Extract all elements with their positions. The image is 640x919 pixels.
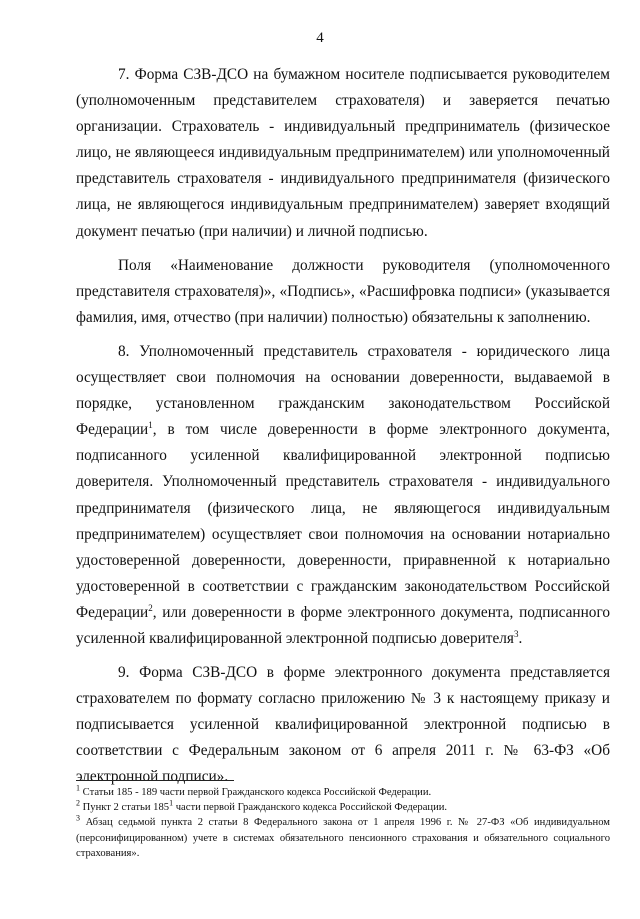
page-number: 4 (316, 30, 324, 46)
text-run: 9. Форма СЗВ-ДСО в форме электронного документа представляется страхователем по формату согласно приложению № 3 к настоящему приказу и подписывается усиленной квалифицированной электронной подписью в соответствии с Федеральным законом от 6 апреля 2011 г. № 63-ФЗ «Об электронной подписи». (76, 664, 610, 786)
footnote-2 (76, 800, 610, 815)
footnote-3 (76, 815, 610, 861)
footnotes (76, 785, 610, 861)
footnote-ref: 2 (76, 798, 80, 808)
text-run: Статьи 185 - 189 части первой Гражданского кодекса Российской Федерации. (80, 787, 432, 798)
text-run: , или доверенности в форме электронного документа, подписанного усиленной квалифицированной электронной подписью доверителя (76, 603, 610, 647)
text-run: части первой Гражданского кодекса Российской Федерации. (173, 802, 448, 814)
text-run: , в том числе доверенности в форме электронного документа, подписанного усиленной квалифицированной электронной подписью доверителя. Уполномоченный представитель страхователя - индивидуального предпринимателя (физического лица, не являющегося индивидуальным предпринимателем) осуществляет свои полномочия на основании нотариально удостоверенной доверенности, доверенности, приравненной к нотариально удостоверенной в соответствии с гражданским законодательством Российской Федерации (76, 421, 610, 621)
text-run: 8. Уполномоченный представитель страхователя - юридического лица осуществляет свои полномочия на основании доверенности, выдаваемой в порядке, установленном гражданским законодательством Российской Федерации (76, 342, 610, 439)
paragraph-fields (76, 253, 610, 331)
footnote-ref: 1 (76, 783, 80, 793)
paragraph-8 (76, 339, 610, 652)
footnote-ref: 2 (148, 602, 153, 613)
text-run: Абзац седьмой пункта 2 статьи 8 Федерального закона от 1 апреля 1996 г. № 27-ФЗ «Об индивидуальном (персонифицированном) учете в системах обязательного пенсионного страхования и обязательного социального страхования». (76, 817, 610, 859)
footnote-1 (76, 785, 610, 800)
text-run: Поля «Наименование должности руководителя (уполномоченного представителя страхователя)», «Подпись», «Расшифровка подписи» (указывается фамилия, имя, отчество (при наличии) полностью) обязательны к заполнению. (76, 256, 610, 326)
footnote-ref: 1 (169, 798, 174, 808)
paragraph-7 (76, 62, 610, 245)
footnote-ref: 1 (148, 420, 153, 431)
text-run: Пункт 2 статьи 185 (80, 802, 170, 814)
text-run: . (518, 629, 523, 647)
footnote-ref: 3 (513, 628, 519, 639)
text-run: 7. Форма СЗВ-ДСО на бумажном носителе подписывается руководителем (уполномоченным представителем страхователя) и заверяется печатью организации. Страхователь - индивидуальный предприниматель (физическое лицо, не являющееся индивидуальным предпринимателем) или уполномоченный представитель страхователя - индивидуального предпринимателя (физического лица, не являющегося индивидуальным предпринимателем) заверяет входящий документ печатью (при наличии) и личной подписью. (76, 66, 610, 240)
footnote-divider (76, 780, 234, 781)
footnote-ref: 3 (76, 813, 80, 823)
document-body (76, 62, 610, 799)
